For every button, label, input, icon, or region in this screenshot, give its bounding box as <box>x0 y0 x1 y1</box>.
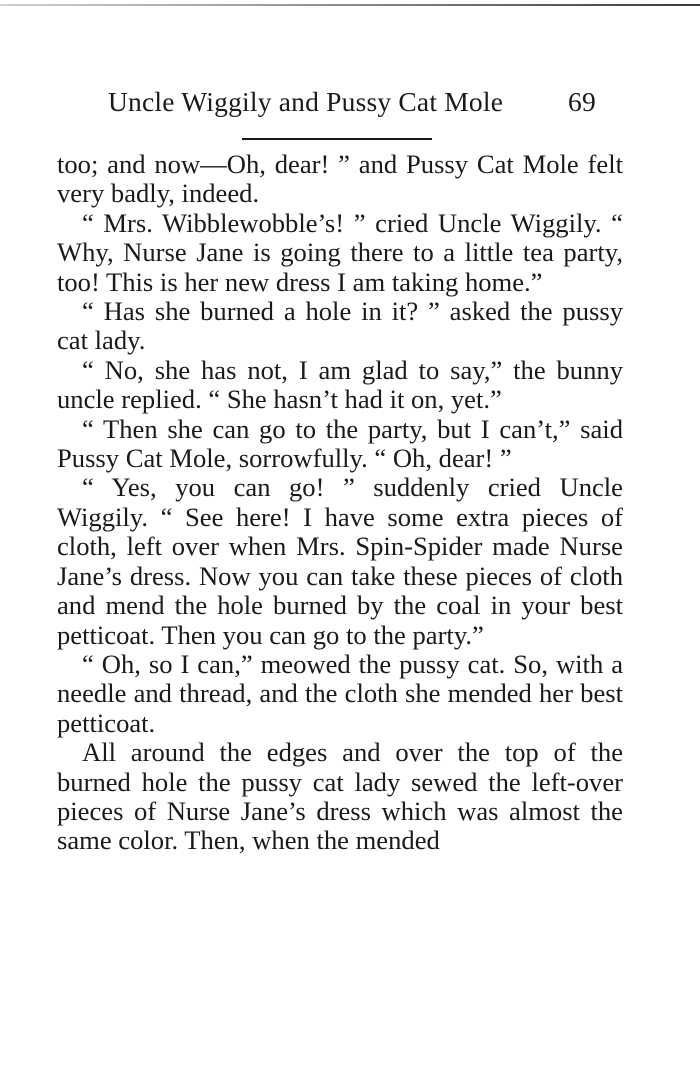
paragraph-5: “ Then she can go to the party, but I can’t,” said Pussy Cat Mole, sorrowfully. “ Oh, dear! ” <box>57 413 623 474</box>
paragraph-4: “ No, she has not, I am glad to say,” the bunny uncle replied. “ She hasn’t had it on, yet.” <box>57 354 623 415</box>
paragraph-6: “ Yes, you can go! ” suddenly cried Uncle Wiggily. “ See here! I have some extra pieces of cloth, left over when Mrs. Spin-Spider made Nurse Jane’s dress. Now you can take these pieces of cloth and mend the hole burned by the coal in your best petticoat. Then you can go to the party.” <box>57 472 623 650</box>
top-edge-rule <box>0 4 700 6</box>
paragraph-3: “ Has she burned a hole in it? ” asked the pussy cat lady. <box>57 296 623 356</box>
running-title: Uncle Wiggily and Pussy Cat Mole <box>108 86 504 117</box>
paragraph-2: “ Mrs. Wibblewobble’s! ” cried Uncle Wiggily. “ Why, Nurse Jane is going there to a little tea party, too! This is her new dress I am taking home.” <box>57 207 623 297</box>
paragraph-7: “ Oh, so I can,” meowed the pussy cat. So, with a needle and thread, and the cloth she mended her best petticoat. <box>57 648 623 738</box>
body-text <box>57 150 623 856</box>
header-rule <box>242 138 432 140</box>
page-number: 69 <box>568 86 596 117</box>
paragraph-1: too; and now—Oh, dear! ” and Pussy Cat Mole felt very badly, indeed. <box>57 149 623 209</box>
running-head <box>108 86 628 118</box>
paragraph-8: All around the edges and over the top of the burned hole the pussy cat lady sewed the left-over pieces of Nurse Jane’s dress which was almost the same color. Then, when the mended <box>57 737 623 856</box>
